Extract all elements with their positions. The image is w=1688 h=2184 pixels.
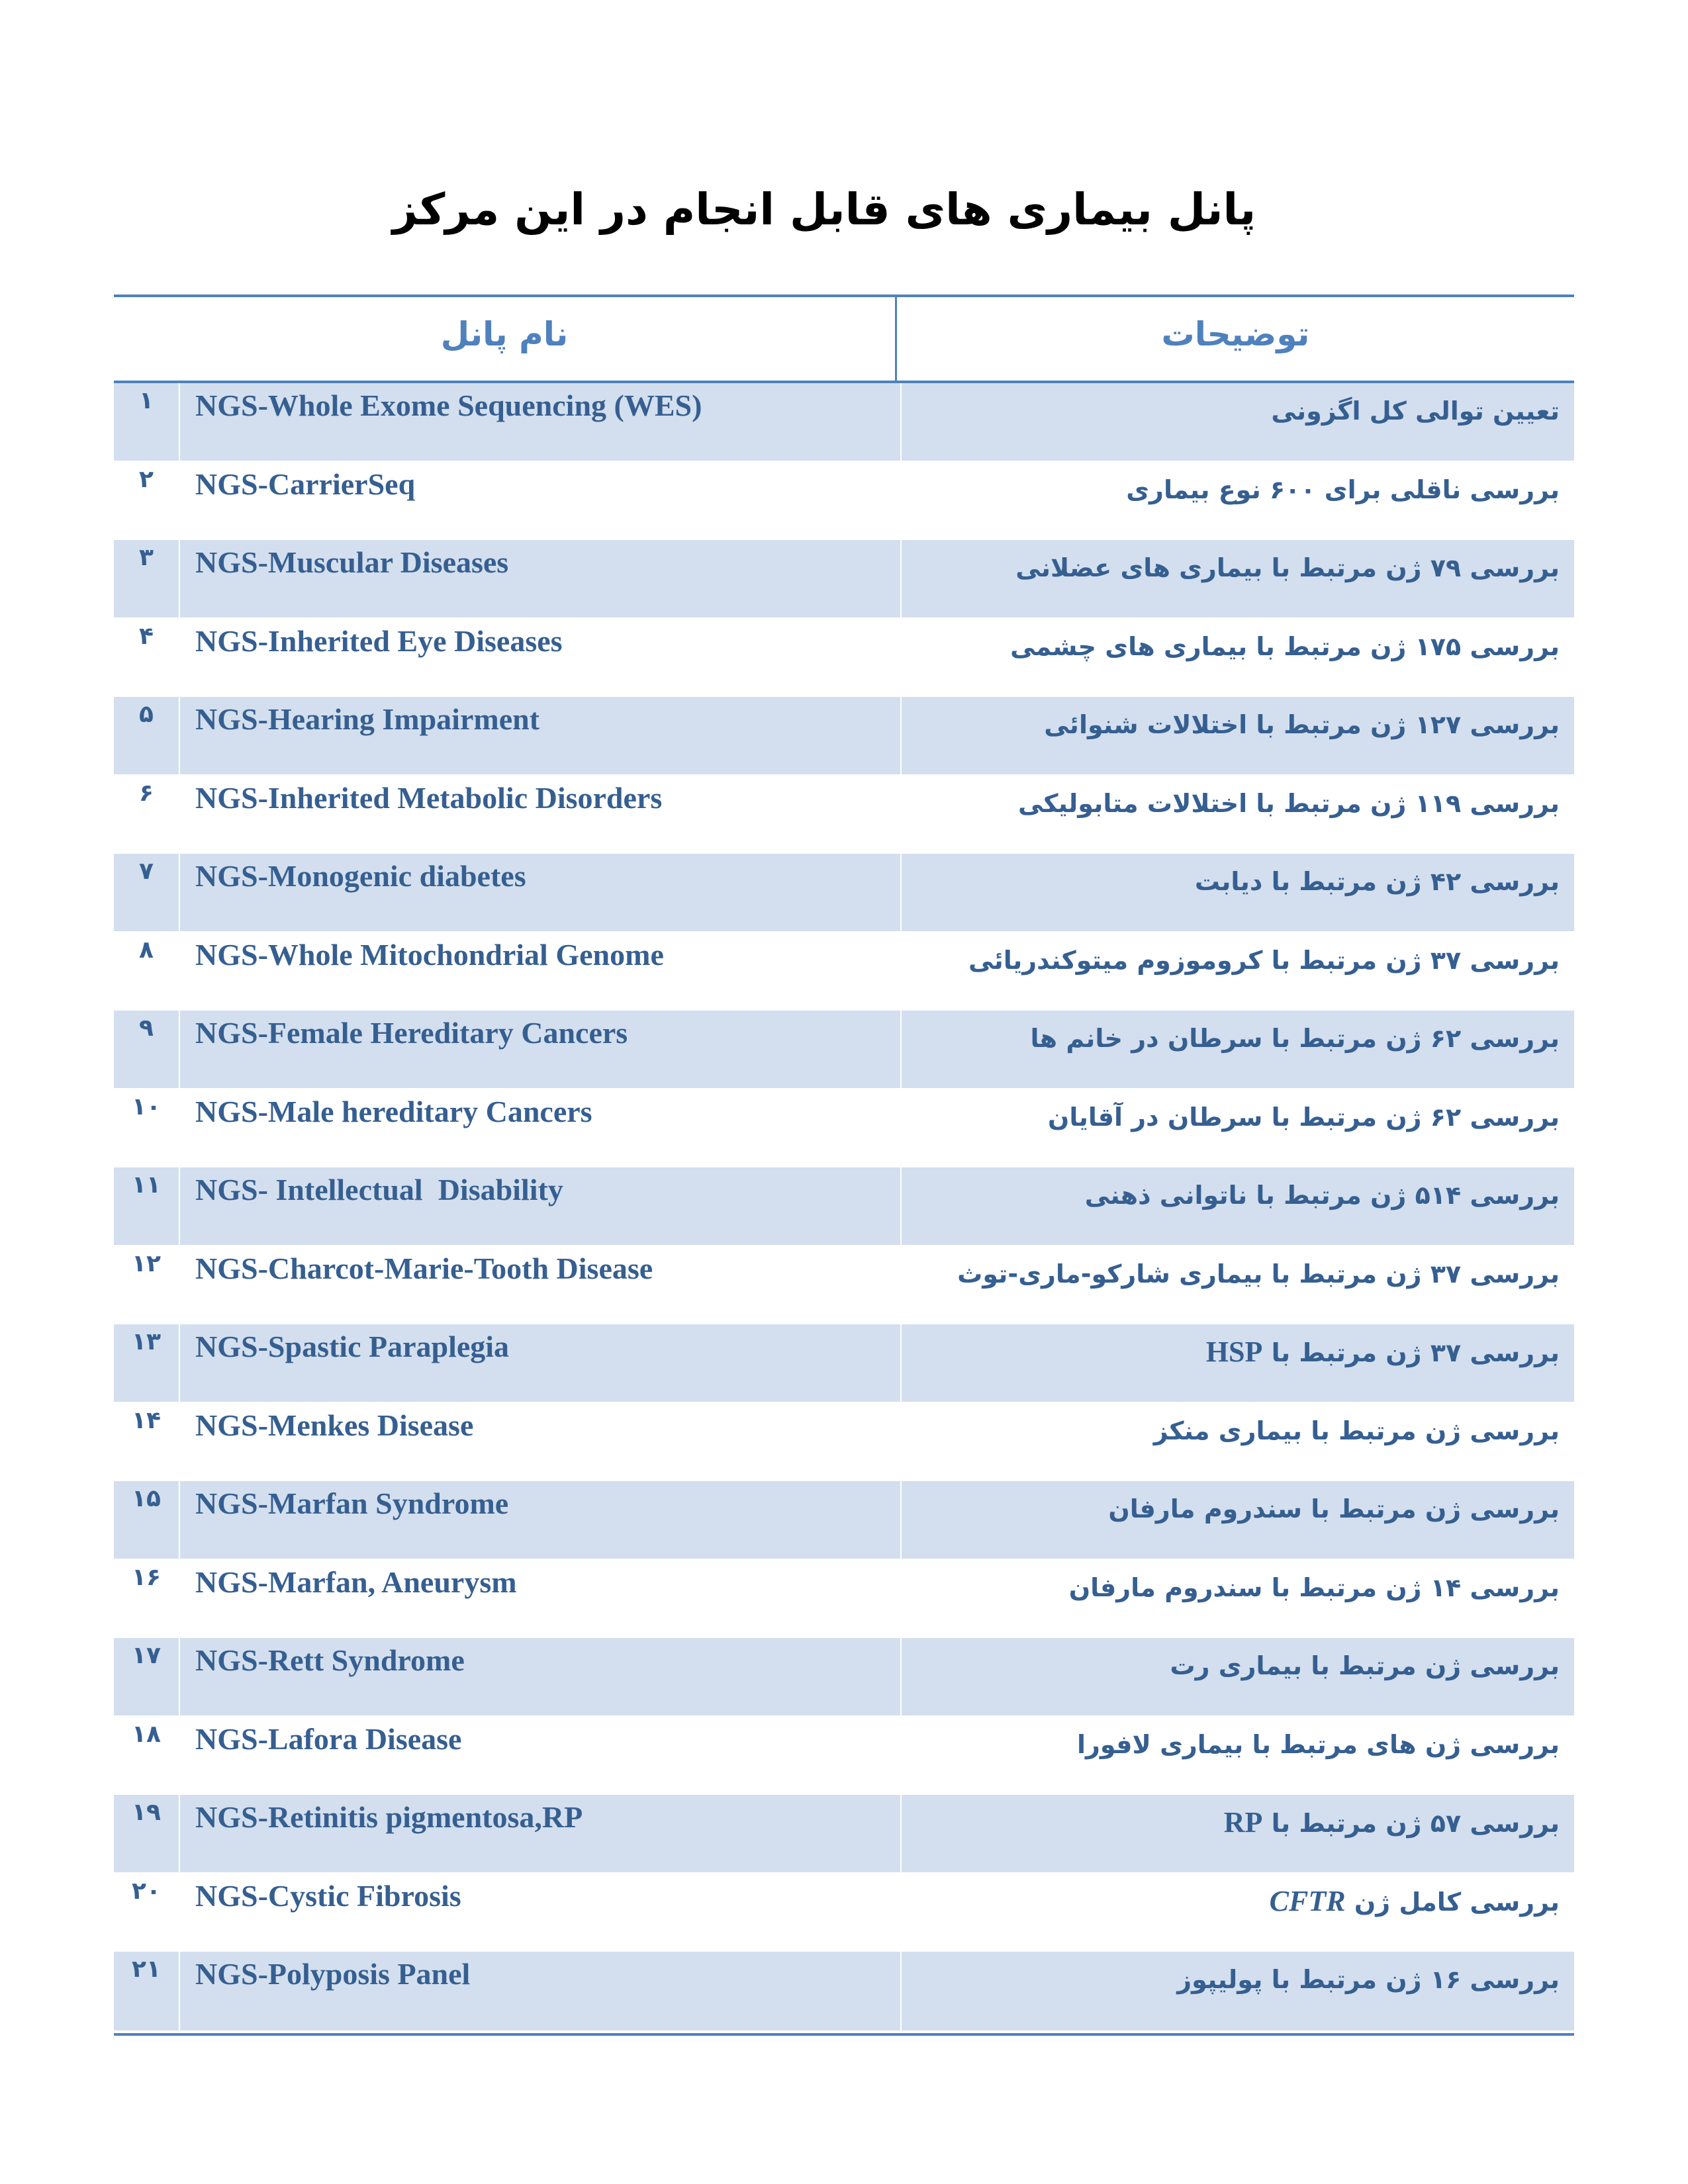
- panel-name: NGS-Cystic Fibrosis: [195, 1878, 461, 1913]
- panel-description: بررسی ژن مرتبط با بیماری رت: [1170, 1651, 1560, 1680]
- description-gene: CFTR: [1269, 1884, 1346, 1917]
- table-row: [114, 1324, 1574, 1403]
- row-number: ۱۷: [132, 1642, 161, 1669]
- panel-description: بررسی ۳۷ ژن مرتبط با کروموزوم میتوکندریائی: [968, 945, 1560, 975]
- row-number: ۱۳: [132, 1328, 161, 1355]
- row-number: ۲۰: [132, 1877, 161, 1905]
- description-text: بررسی ۳۷ ژن مرتبط با: [1271, 1338, 1560, 1367]
- row-number: ۹: [139, 1015, 154, 1042]
- panel-name: NGS-Polyposis Panel: [195, 1957, 471, 1991]
- row-number: ۱۵: [132, 1485, 161, 1512]
- table-row: [114, 1638, 1574, 1717]
- header-description: توضیحات: [1161, 315, 1310, 353]
- panel-name: NGS-Muscular Diseases: [195, 545, 509, 579]
- panels-table: [114, 295, 1574, 2030]
- description-latin: RP: [1223, 1806, 1263, 1839]
- table-row: [114, 1952, 1574, 2030]
- table-row: [114, 1167, 1574, 1246]
- table-row: [114, 383, 1574, 462]
- row-number: ۱۶: [132, 1563, 161, 1591]
- panel-description: بررسی ۴۲ ژن مرتبط با دیابت: [1194, 867, 1560, 896]
- table-row: [114, 1481, 1574, 1560]
- row-number: ۱۹: [132, 1799, 161, 1826]
- panel-description: [1270, 1882, 1560, 1922]
- panel-name: NGS-Marfan, Aneurysm: [195, 1565, 517, 1599]
- panel-name: NGS-Hearing Impairment: [195, 702, 540, 736]
- row-number: ۱: [139, 387, 154, 414]
- panel-description: بررسی ۷۹ ژن مرتبط با بیماری های عضلانی: [1015, 553, 1560, 582]
- panel-description: بررسی ۵۱۴ ژن مرتبط با ناتوانی ذهنی: [1084, 1181, 1560, 1210]
- table-row: [114, 1246, 1574, 1325]
- panel-name: NGS-Monogenic diabetes: [195, 859, 526, 893]
- table-row: [114, 619, 1574, 698]
- panel-name: NGS-Menkes Disease: [195, 1408, 474, 1442]
- header-panel-name: نام پانل: [440, 315, 569, 353]
- panel-description: [1224, 1803, 1560, 1843]
- panel-description: تعیین توالی کل اگزونی: [1271, 396, 1560, 426]
- table-row: [114, 1403, 1574, 1482]
- row-number: ۸: [139, 936, 154, 964]
- table-row: [114, 1717, 1574, 1796]
- panel-description: بررسی ۱۴ ژن مرتبط با سندروم مارفان: [1068, 1572, 1560, 1602]
- row-number: ۱۰: [132, 1093, 161, 1120]
- table-row: [114, 1874, 1574, 1952]
- table-row: [114, 540, 1574, 619]
- panel-description: بررسی ۱۶ ژن مرتبط با پولیپوز: [1177, 1965, 1560, 1994]
- table-row: [114, 854, 1574, 933]
- panel-description: بررسی ۱۷۵ ژن مرتبط با بیماری های چشمی: [1010, 631, 1560, 661]
- panel-description: بررسی ۳۷ ژن مرتبط با بیماری شارکو-ماری-توث: [957, 1259, 1560, 1289]
- row-number: ۱۱: [132, 1171, 161, 1199]
- panel-description: بررسی ناقلی برای ۶۰۰ نوع بیماری: [1126, 475, 1560, 504]
- panel-name: NGS-Female Hereditary Cancers: [195, 1016, 628, 1050]
- table-header: [114, 295, 1574, 383]
- panel-description: بررسی ۶۲ ژن مرتبط با سرطان در آقایان: [1047, 1102, 1560, 1132]
- row-number: ۲۱: [132, 1956, 161, 1983]
- row-number: ۱۸: [132, 1720, 161, 1748]
- panel-description: بررسی ۶۲ ژن مرتبط با سرطان در خانم ها: [1030, 1024, 1560, 1053]
- panel-name: NGS-Whole Mitochondrial Genome: [195, 937, 664, 972]
- page-title: پانل بیماری های قابل انجام در این مرکز: [392, 184, 1256, 235]
- row-number: ۳: [139, 544, 154, 571]
- panel-name: NGS-Inherited Metabolic Disorders: [195, 780, 663, 815]
- panel-name: NGS-Rett Syndrome: [195, 1643, 465, 1677]
- panel-name: NGS-Lafora Disease: [195, 1721, 462, 1756]
- table-row: [114, 1011, 1574, 1089]
- table-row: [114, 697, 1574, 776]
- table-row: [114, 1795, 1574, 1874]
- table-bottom-rule: [114, 2033, 1574, 2036]
- panel-name: NGS-Whole Exome Sequencing (WES): [195, 388, 702, 422]
- table-row: [114, 1089, 1574, 1168]
- panel-name: NGS-Retinitis pigmentosa,RP: [195, 1800, 583, 1834]
- description-text: بررسی ۵۷ ژن مرتبط با: [1271, 1809, 1560, 1838]
- description-latin: HSP: [1205, 1336, 1263, 1368]
- row-number: ۶: [139, 779, 154, 807]
- panel-name: NGS-Marfan Syndrome: [195, 1486, 509, 1520]
- panel-name: NGS-Inherited Eye Diseases: [195, 623, 563, 658]
- panel-description: بررسی ۱۱۹ ژن مرتبط با اختلالات متابولیکی: [1017, 788, 1560, 818]
- panel-description: بررسی ژن های مرتبط با بیماری لافورا: [1076, 1729, 1560, 1759]
- table-row: [114, 462, 1574, 541]
- panel-name: NGS-Spastic Paraplegia: [195, 1330, 510, 1363]
- panel-name: NGS-Charcot-Marie-Tooth Disease: [195, 1251, 653, 1285]
- table-row: [114, 933, 1574, 1011]
- panel-name: NGS- Intellectual Disability: [195, 1173, 563, 1206]
- panel-description: بررسی ۱۲۷ ژن مرتبط با اختلالات شنوائی: [1044, 710, 1560, 739]
- description-text: بررسی کامل ژن: [1354, 1887, 1560, 1917]
- row-number: ۷: [139, 858, 154, 885]
- table-row: [114, 1560, 1574, 1639]
- panel-description: بررسی ژن مرتبط با بیماری منکز: [1153, 1416, 1560, 1445]
- row-number: ۱۲: [132, 1250, 161, 1277]
- table-row: [114, 776, 1574, 854]
- panel-name: NGS-Male hereditary Cancers: [195, 1094, 592, 1128]
- row-number: ۱۴: [132, 1406, 161, 1434]
- row-number: ۴: [139, 622, 154, 650]
- row-number: ۵: [139, 701, 154, 728]
- panel-description: [1206, 1332, 1560, 1373]
- panel-name: NGS-CarrierSeq: [195, 467, 416, 501]
- panel-description: بررسی ژن مرتبط با سندروم مارفان: [1108, 1494, 1560, 1524]
- row-number: ۲: [139, 465, 154, 493]
